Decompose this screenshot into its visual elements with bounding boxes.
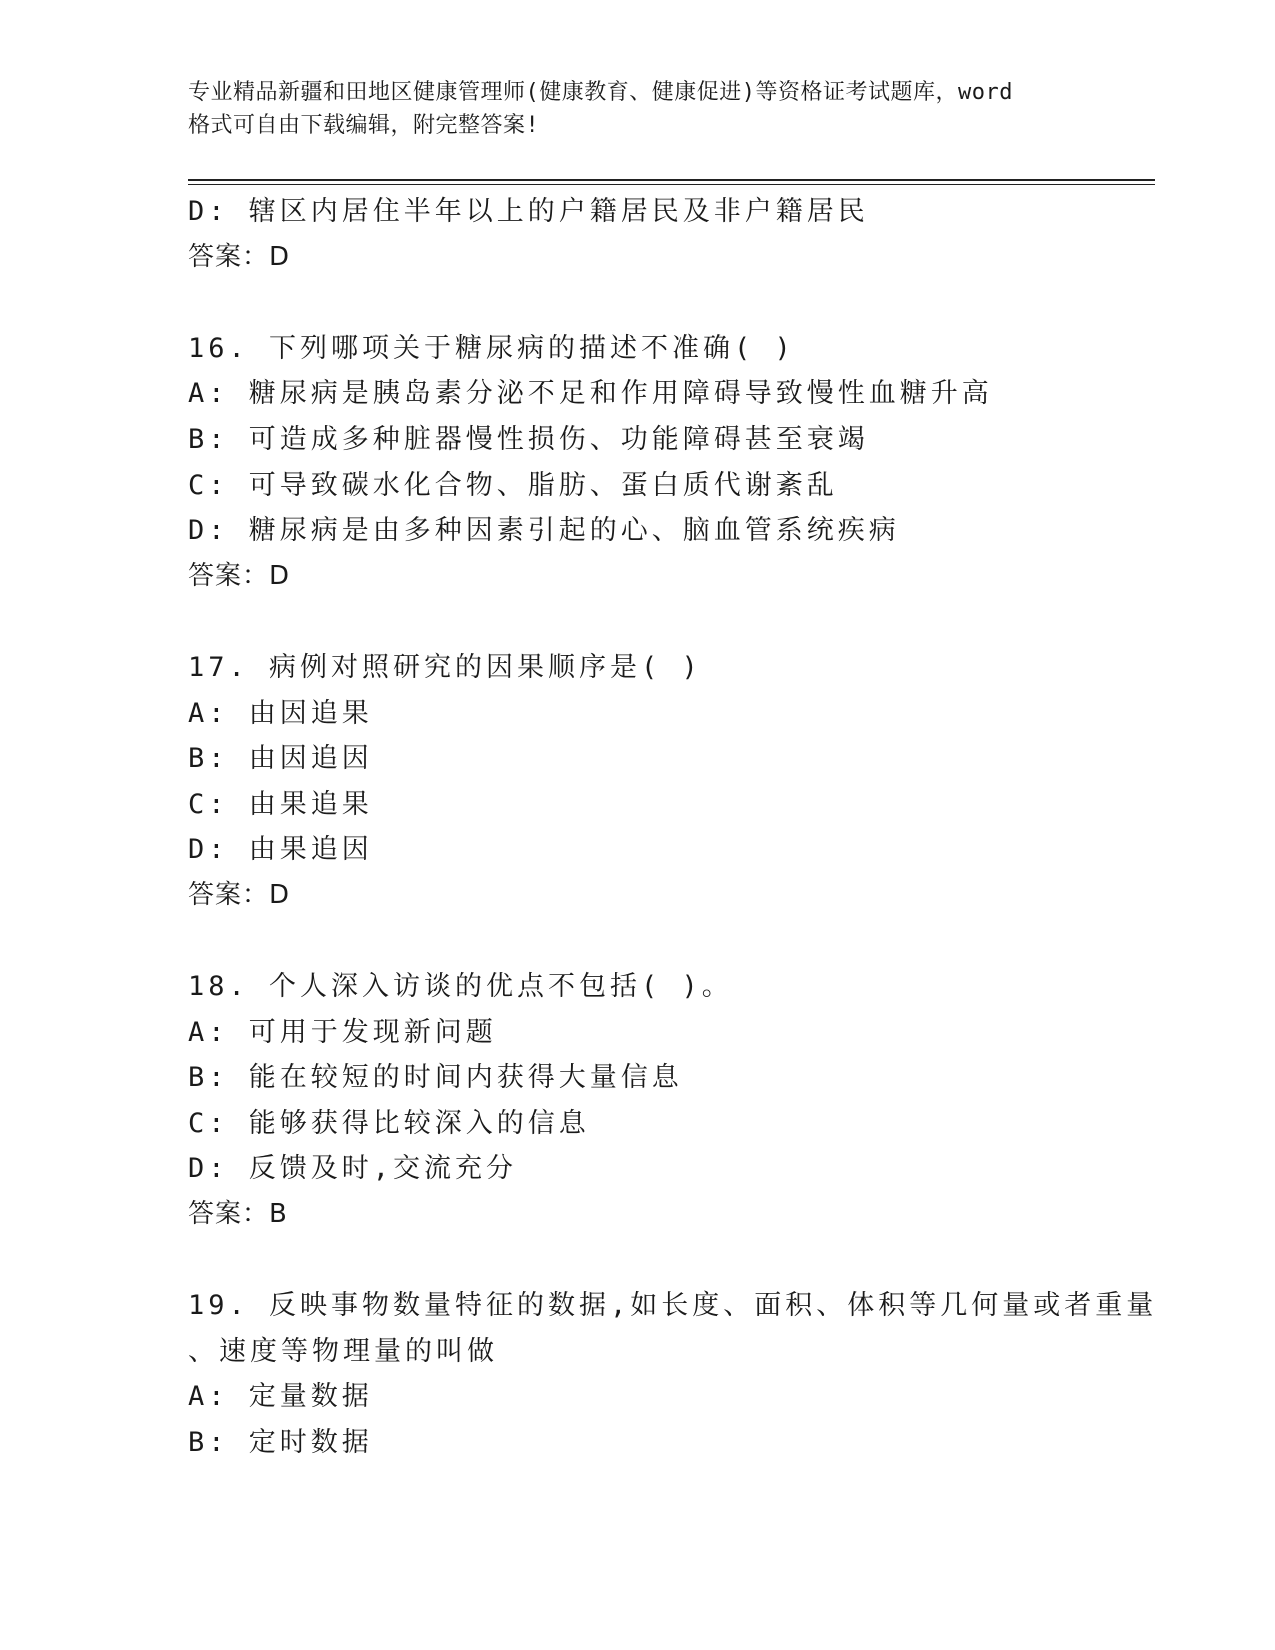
option-d: D: 反馈及时,交流充分 (188, 1153, 518, 1185)
answer-label: 答案：D (188, 560, 291, 591)
question-stem: 18. 个人深入访谈的优点不包括( )。 (188, 971, 733, 1003)
question-stem-line-2: 、速度等物理量的叫做 (188, 1335, 498, 1367)
document-header (188, 76, 1088, 142)
spacer (188, 1238, 1148, 1284)
header-line-2: 格式可自由下载编辑，附完整答案! (188, 113, 540, 138)
answer-label: 答案：B (188, 1199, 288, 1230)
option-c: C: 可导致碳水化合物、脂肪、蛋白质代谢紊乱 (188, 469, 838, 501)
option-b: B: 由因追因 (188, 743, 373, 775)
question-block-previous (188, 189, 1148, 280)
question-block-18 (188, 964, 1148, 1238)
option-d: D: 辖区内居住半年以上的户籍居民及非户籍居民 (188, 196, 869, 227)
question-block-19 (188, 1283, 1158, 1465)
spacer (188, 919, 1148, 965)
answer-label: 答案：D (188, 879, 291, 910)
option-a: A: 定量数据 (188, 1381, 373, 1413)
spacer (188, 280, 1148, 326)
header-line-1: 专业精品新疆和田地区健康管理师(健康教育、健康促进)等资格证考试题库，word (188, 80, 1013, 105)
option-a: A: 糖尿病是胰岛素分泌不足和作用障碍导致慢性血糖升高 (188, 378, 993, 410)
answer-label: 答案：D (188, 241, 291, 272)
option-c: C: 由果追果 (188, 788, 373, 820)
question-list (188, 189, 1158, 1466)
question-stem: 17. 病例对照研究的因果顺序是( ) (188, 651, 702, 683)
spacer (188, 599, 1148, 645)
question-stem-line-1: 19. 反映事物数量特征的数据,如长度、面积、体积等几何量或者重量 (188, 1290, 1158, 1322)
question-block-16 (188, 326, 1148, 600)
header-divider-thin (188, 184, 1155, 185)
question-block-17 (188, 645, 1148, 919)
header-divider-thick (188, 179, 1155, 181)
question-stem: 16. 下列哪项关于糖尿病的描述不准确( ) (188, 332, 795, 364)
option-b: B: 定时数据 (188, 1427, 373, 1459)
option-a: A: 可用于发现新问题 (188, 1016, 497, 1048)
option-b: B: 能在较短的时间内获得大量信息 (188, 1062, 683, 1094)
option-a: A: 由因追果 (188, 697, 373, 729)
option-c: C: 能够获得比较深入的信息 (188, 1107, 590, 1139)
option-d: D: 由果追因 (188, 834, 373, 866)
option-d: D: 糖尿病是由多种因素引起的心、脑血管系统疾病 (188, 515, 900, 547)
option-b: B: 可造成多种脏器慢性损伤、功能障碍甚至衰竭 (188, 423, 869, 455)
